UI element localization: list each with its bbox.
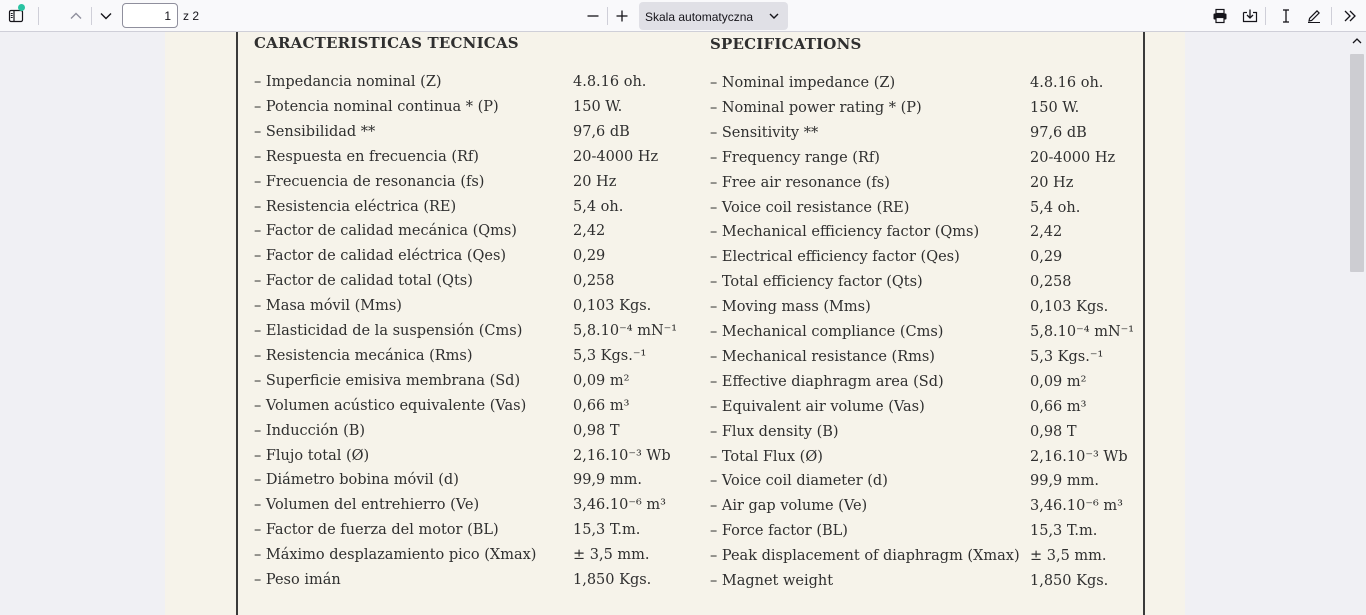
toolbar-separator — [1331, 7, 1332, 25]
spec-value: 150 W. — [573, 98, 623, 115]
pdf-page — [165, 32, 1185, 615]
spec-label: – Mechanical resistance (Rms) — [710, 348, 935, 365]
spec-value: 0,09 m² — [573, 372, 630, 389]
spec-value: 0,98 T — [573, 422, 620, 439]
document-viewer[interactable] — [0, 32, 1348, 615]
zoom-out-icon — [585, 8, 601, 24]
spec-label: – Free air resonance (fs) — [710, 174, 890, 191]
page-number-input[interactable] — [122, 3, 178, 28]
spec-label: – Total Flux (Ø) — [710, 448, 823, 465]
spec-value: 20 Hz — [1030, 174, 1074, 191]
spec-label: – Air gap volume (Ve) — [710, 498, 868, 515]
spec-value: 99,9 mm. — [573, 472, 643, 489]
spec-label: – Resistencia eléctrica (RE) — [254, 198, 457, 215]
chevron-up-icon — [68, 8, 84, 24]
spec-value: 4.8.16 oh. — [1030, 75, 1104, 91]
spec-value: ± 3,5 mm. — [573, 547, 650, 564]
print-icon — [1212, 8, 1228, 24]
next-page-button[interactable] — [93, 3, 119, 29]
spec-value: ± 3,5 mm. — [1030, 548, 1107, 565]
spec-value: 97,6 dB — [573, 123, 630, 140]
chevron-up-icon[interactable] — [1352, 36, 1362, 46]
spec-value: 4.8.16 oh. — [573, 74, 647, 90]
spec-label: – Máximo desplazamiento pico (Xmax) — [254, 547, 537, 564]
spec-label: – Effective diaphragm area (Sd) — [710, 373, 944, 390]
spec-value: 1,850 Kgs. — [1030, 573, 1109, 589]
spec-value: 0,66 m³ — [573, 397, 630, 414]
draw-icon — [1306, 8, 1322, 24]
spec-value: 5,4 oh. — [1030, 199, 1081, 216]
spec-value: 150 W. — [1030, 99, 1080, 116]
spec-value: 5,4 oh. — [573, 198, 624, 215]
zoom-in-icon — [614, 8, 630, 24]
toolbar-separator — [1265, 7, 1266, 25]
spec-value: 5,8.10⁻⁴ mN⁻¹ — [1030, 324, 1135, 340]
download-button[interactable] — [1237, 3, 1263, 29]
spec-label: – Magnet weight — [710, 573, 834, 589]
spec-label: – Total efficiency factor (Qts) — [710, 274, 923, 291]
notification-dot — [18, 4, 25, 11]
zoom-select-value: Skala automatyczna — [645, 10, 754, 24]
spec-label: – Potencia nominal continua * (P) — [254, 98, 499, 115]
spec-value: 1,850 Kgs. — [573, 572, 652, 588]
toolbar-separator — [91, 7, 92, 25]
spec-label: – Mechanical compliance (Cms) — [710, 324, 944, 340]
spec-label: – Moving mass (Mms) — [710, 299, 871, 316]
spec-value: 2,42 — [573, 223, 606, 240]
previous-page-button[interactable] — [63, 3, 89, 29]
spec-label: – Peso imán — [254, 572, 341, 588]
spec-label: – Superficie emisiva membrana (Sd) — [254, 372, 521, 389]
more-tools-icon — [1342, 8, 1358, 24]
spec-value: 0,29 — [573, 248, 606, 265]
zoom-out-button[interactable] — [580, 3, 606, 29]
spec-value: 5,3 Kgs.⁻¹ — [573, 347, 647, 364]
spec-label: – Voice coil resistance (RE) — [710, 199, 910, 216]
spec-value: 0,98 T — [1030, 423, 1077, 440]
spec-label: – Flujo total (Ø) — [254, 447, 370, 464]
pdf-toolbar — [0, 0, 1366, 32]
spec-value: 3,46.10⁻⁶ m³ — [1030, 498, 1123, 515]
spec-value: 0,66 m³ — [1030, 398, 1087, 415]
spec-value: 0,103 Kgs. — [573, 298, 652, 315]
more-tools-button[interactable] — [1337, 3, 1363, 29]
spec-label: – Mechanical efficiency factor (Qms) — [710, 224, 980, 241]
spec-label: – Frecuencia de resonancia (fs) — [254, 173, 485, 190]
spec-label: – Flux density (B) — [710, 423, 839, 440]
spec-value: 0,258 — [1030, 274, 1072, 291]
spec-value: 15,3 T.m. — [1030, 523, 1098, 540]
spec-label: – Electrical efficiency factor (Qes) — [710, 249, 960, 266]
left-heading: CARACTERISTICAS TECNICAS — [254, 34, 519, 52]
spec-label: – Diámetro bobina móvil (d) — [254, 472, 459, 489]
spec-label: – Masa móvil (Mms) — [254, 298, 402, 315]
spec-label: – Factor de calidad total (Qts) — [254, 273, 473, 290]
spec-label: – Peak displacement of diaphragm (Xmax) — [710, 548, 1020, 565]
spec-label: – Frequency range (Rf) — [710, 149, 880, 166]
chevron-down-icon — [768, 10, 780, 22]
right-heading: SPECIFICATIONS — [710, 35, 862, 53]
spec-label: – Resistencia mecánica (Rms) — [254, 347, 473, 364]
print-button[interactable] — [1207, 3, 1233, 29]
zoom-select[interactable] — [639, 2, 788, 30]
page-total-label: z 2 — [183, 9, 200, 23]
spec-label: – Volumen acústico equivalente (Vas) — [254, 397, 527, 414]
spec-value: 0,09 m² — [1030, 373, 1087, 390]
spec-label: – Impedancia nominal (Z) — [254, 74, 442, 90]
spec-value: 3,46.10⁻⁶ m³ — [573, 497, 666, 514]
spec-value: 2,16.10⁻³ Wb — [573, 447, 671, 464]
toolbar-separator — [607, 7, 608, 25]
spec-label: – Elasticidad de la suspensión (Cms) — [254, 323, 523, 339]
spec-label: – Factor de calidad mecánica (Qms) — [254, 223, 517, 240]
spec-label: – Sensibilidad ** — [254, 123, 376, 140]
spec-label: – Sensitivity ** — [710, 124, 819, 141]
spec-label: – Force factor (BL) — [710, 523, 848, 540]
spec-value: 20-4000 Hz — [573, 148, 659, 165]
draw-tool-button[interactable] — [1301, 3, 1327, 29]
spec-value: 2,16.10⁻³ Wb — [1030, 448, 1128, 465]
spec-value: 2,42 — [1030, 224, 1063, 241]
vertical-scrollbar[interactable] — [1348, 32, 1366, 615]
spec-value: 0,258 — [573, 273, 615, 290]
spec-value: 20-4000 Hz — [1030, 149, 1116, 166]
zoom-in-button[interactable] — [609, 3, 635, 29]
sidebar-toggle-button[interactable] — [3, 3, 29, 29]
spec-label: – Respuesta en frecuencia (Rf) — [254, 148, 479, 165]
spec-label: – Equivalent air volume (Vas) — [710, 398, 925, 415]
spec-label: – Factor de fuerza del motor (BL) — [254, 522, 499, 539]
spec-label: – Factor de calidad eléctrica (Qes) — [254, 248, 507, 265]
spec-label: – Inducción (B) — [254, 422, 366, 439]
spec-label: – Nominal power rating * (P) — [710, 99, 922, 116]
download-icon — [1242, 8, 1258, 24]
spec-value: 99,9 mm. — [1030, 473, 1100, 490]
spec-value: 20 Hz — [573, 173, 617, 190]
scrollbar-thumb[interactable] — [1350, 54, 1364, 272]
spec-value: 5,3 Kgs.⁻¹ — [1030, 348, 1104, 365]
toolbar-separator — [38, 7, 39, 25]
spec-value: 97,6 dB — [1030, 124, 1087, 141]
spec-label: – Volumen del entrehierro (Ve) — [254, 497, 480, 514]
chevron-down-icon — [98, 8, 114, 24]
spec-label: – Voice coil diameter (d) — [710, 473, 888, 490]
spec-value: 0,29 — [1030, 249, 1063, 266]
spec-label: – Nominal impedance (Z) — [710, 75, 896, 91]
text-tool-button[interactable] — [1273, 3, 1299, 29]
spec-value: 15,3 T.m. — [573, 522, 641, 539]
spec-value: 0,103 Kgs. — [1030, 299, 1109, 316]
spec-value: 5,8.10⁻⁴ mN⁻¹ — [573, 323, 678, 339]
text-cursor-icon — [1278, 8, 1294, 24]
